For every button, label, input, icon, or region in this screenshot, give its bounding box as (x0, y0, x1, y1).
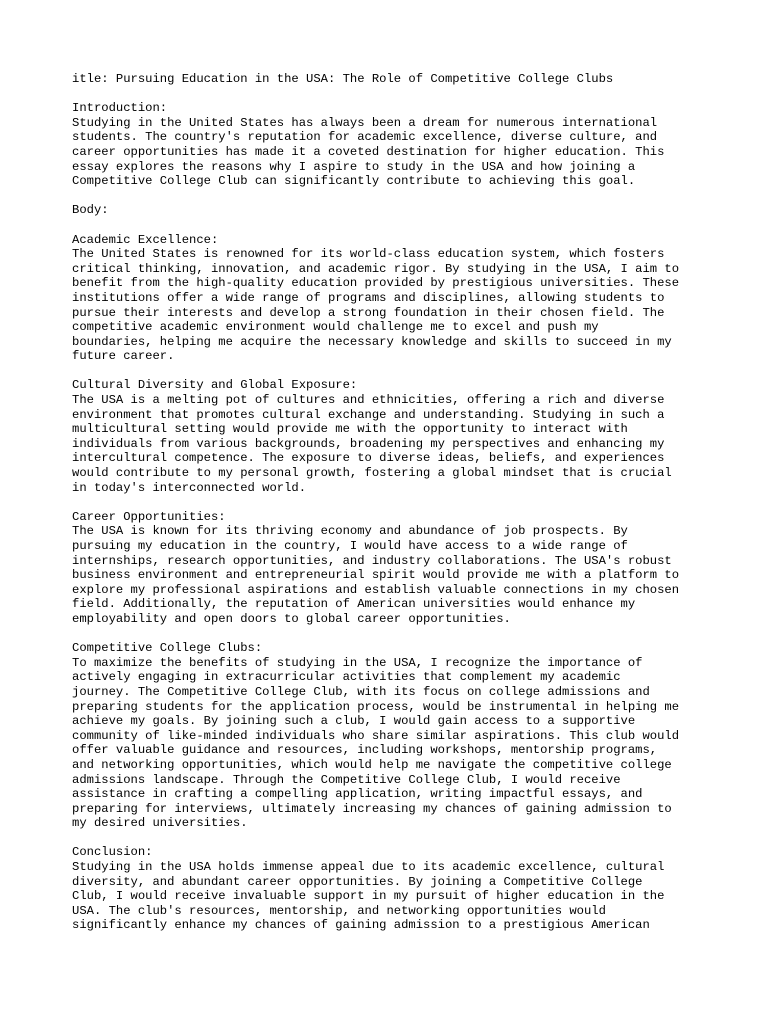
paragraph-line: admissions landscape. Through the Competitive College Club, I would receive (72, 772, 621, 787)
paragraph-line: in today's interconnected world. (72, 480, 307, 495)
paragraph-line: preparing students for the application process, would be instrumental in helping me (72, 699, 680, 714)
paragraph-line: critical thinking, innovation, and academic rigor. By studying in the USA, I aim to (72, 261, 680, 276)
paragraph-line: significantly enhance my chances of gaining admission to a prestigious American (72, 918, 650, 933)
spacer (72, 831, 712, 846)
document-title: itle: Pursuing Education in the USA: The Role of Competitive College Clubs (72, 72, 614, 86)
paragraph-line: and networking opportunities, which would help me navigate the competitive college (72, 757, 672, 772)
spacer (72, 87, 712, 102)
section-heading: Conclusion: (72, 845, 153, 860)
paragraph-line: boundaries, helping me acquire the necessary knowledge and skills to succeed in my (72, 334, 672, 349)
paragraph-line: intercultural competence. The exposure to diverse ideas, beliefs, and experiences (72, 451, 665, 466)
paragraph-line: The USA is a melting pot of cultures and ethnicities, offering a rich and diverse (72, 393, 665, 408)
paragraph-line: pursue their interests and develop a strong foundation in their chosen field. The (72, 305, 665, 320)
section-heading: Cultural Diversity and Global Exposure: (72, 378, 358, 393)
document-page (72, 72, 712, 933)
spacer (72, 218, 712, 233)
paragraph-line: competitive academic environment would challenge me to excel and push my (72, 320, 599, 335)
paragraph-line: diversity, and abundant career opportunities. By joining a Competitive College (72, 874, 643, 889)
paragraph-line: Club, I would receive invaluable support in my pursuit of higher education in the (72, 889, 665, 904)
paragraph-line: business environment and entrepreneurial spirit would provide me with a platform to (72, 568, 680, 583)
spacer (72, 364, 712, 379)
paragraph-line: journey. The Competitive College Club, with its focus on college admissions and (72, 684, 650, 699)
paragraph-line: Studying in the USA holds immense appeal due to its academic excellence, cultural (72, 860, 665, 875)
paragraph-line: To maximize the benefits of studying in the USA, I recognize the importance of (72, 655, 643, 670)
paragraph-line: explore my professional aspirations and establish valuable connections in my chosen (72, 582, 680, 597)
paragraph-line: assistance in crafting a compelling application, writing impactful essays, and (72, 787, 643, 802)
paragraph-line: achieve my goals. By joining such a club, I would gain access to a supportive (72, 714, 636, 729)
section-heading: Career Opportunities: (72, 509, 226, 524)
paragraph-line: would contribute to my personal growth, fostering a global mindset that is crucial (72, 466, 672, 481)
section-heading: Competitive College Clubs: (72, 641, 263, 656)
paragraph-line: community of like-minded individuals who share similar aspirations. This club would (72, 728, 680, 743)
paragraph-line: Competitive College Club can significantly contribute to achieving this goal. (72, 174, 636, 189)
paragraph-line: career opportunities has made it a coveted destination for higher education. This (72, 144, 665, 159)
paragraph-line: benefit from the high-quality education provided by prestigious universities. These (72, 276, 680, 291)
paragraph-line: field. Additionally, the reputation of American universities would enhance my (72, 597, 636, 612)
section-heading: Academic Excellence: (72, 232, 219, 247)
paragraph-line: multicultural setting would provide me with the opportunity to interact with (72, 422, 628, 437)
paragraph-line: future career. (72, 349, 175, 364)
paragraph-line: internships, research opportunities, and industry collaborations. The USA's robust (72, 553, 672, 568)
paragraph-line: offer valuable guidance and resources, including workshops, mentorship programs, (72, 743, 658, 758)
clubs-section (72, 641, 712, 831)
paragraph-line: environment that promotes cultural exchange and understanding. Studying in such a (72, 407, 665, 422)
academic-section (72, 233, 712, 364)
paragraph-line: students. The country's reputation for academic excellence, diverse culture, and (72, 130, 658, 145)
cultural-section (72, 378, 712, 495)
paragraph-line: my desired universities. (72, 816, 248, 831)
paragraph-line: preparing for interviews, ultimately increasing my chances of gaining admission to (72, 801, 672, 816)
career-section (72, 510, 712, 627)
paragraph-line: institutions offer a wide range of programs and disciplines, allowing students to (72, 290, 665, 305)
paragraph-line: individuals from various backgrounds, broadening my perspectives and enhancing my (72, 436, 665, 451)
spacer (72, 627, 712, 642)
introduction-section (72, 101, 712, 189)
section-heading: Introduction: (72, 101, 168, 116)
paragraph-line: essay explores the reasons why I aspire to study in the USA and how joining a (72, 159, 636, 174)
conclusion-section (72, 845, 712, 933)
spacer (72, 495, 712, 510)
paragraph-line: USA. The club's resources, mentorship, and networking opportunities would (72, 903, 606, 918)
paragraph-line: The United States is renowned for its world-class education system, which fosters (72, 247, 665, 262)
paragraph-line: employability and open doors to global career opportunities. (72, 611, 511, 626)
paragraph-line: Studying in the United States has always been a dream for numerous international (72, 115, 658, 130)
body-heading: Body: (72, 203, 109, 218)
paragraph-line: pursuing my education in the country, I would have access to a wide range of (72, 539, 628, 553)
spacer (72, 189, 712, 204)
paragraph-line: The USA is known for its thriving economy and abundance of job prospects. By (72, 524, 628, 539)
paragraph-line: actively engaging in extracurricular activities that complement my academic (72, 670, 621, 685)
